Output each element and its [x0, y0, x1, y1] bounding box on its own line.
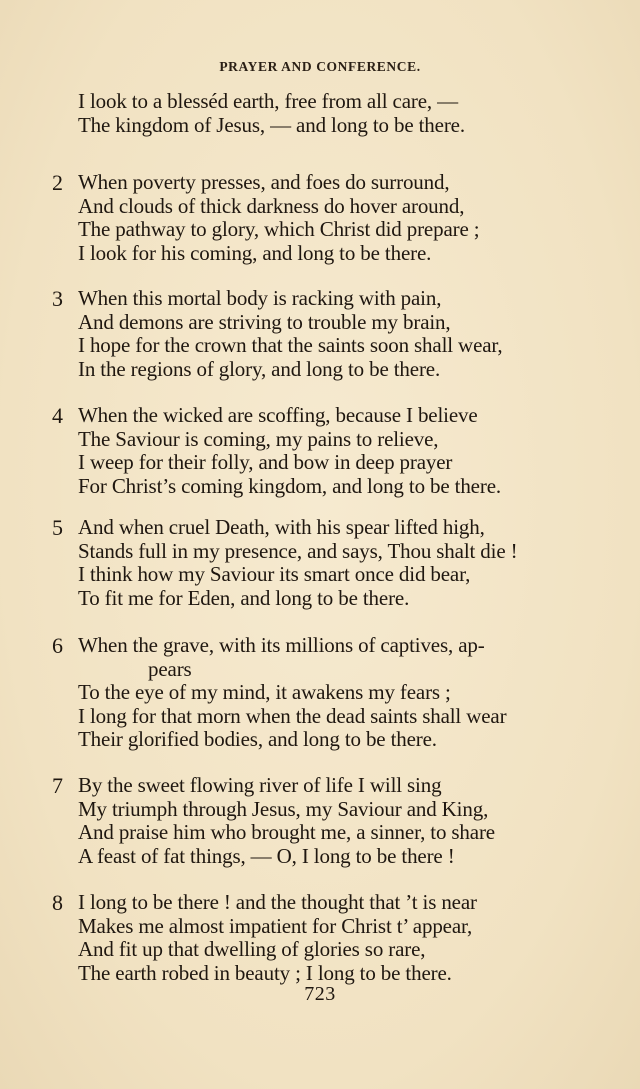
stanza-number: 6	[52, 633, 63, 658]
verse-line: And clouds of thick darkness do hover around,	[78, 193, 465, 218]
stanza-number: 2	[52, 170, 63, 195]
stanza-number: 5	[52, 515, 63, 540]
stanza-number: 7	[52, 773, 63, 798]
verse-line: I long for that morn when the dead saints shall wear	[78, 703, 507, 728]
verse-line: The Saviour is coming, my pains to relieve,	[78, 426, 439, 451]
verse-line: The pathway to glory, which Christ did prepare ;	[78, 217, 480, 242]
verse-line: A feast of fat things, — O, I long to be there !	[78, 843, 455, 868]
verse-line: And when cruel Death, with his spear lifted high,	[78, 515, 485, 539]
verse-line: To fit me for Eden, and long to be there.	[78, 585, 410, 610]
verse-line: And praise him who brought me, a sinner, to share	[78, 820, 495, 845]
verse-line: By the sweet flowing river of life I will sing	[78, 773, 442, 797]
stanza-number: 8	[52, 890, 63, 915]
verse-line: For Christ’s coming kingdom, and long to be there.	[78, 473, 501, 498]
verse-line: When this mortal body is racking with pain,	[78, 286, 442, 310]
verse-line: When poverty presses, and foes do surround,	[78, 170, 450, 194]
verse-line: Stands full in my presence, and says, Thou shalt die !	[78, 538, 518, 563]
verse-line: I look for his coming, and long to be there.	[78, 240, 432, 265]
stanza-number: 4	[52, 403, 63, 428]
verse-line-turnover: pears	[148, 656, 192, 681]
verse-line: When the wicked are scoffing, because I believe	[78, 403, 478, 427]
stanza-number: 3	[52, 286, 63, 311]
verse-line: I hope for the crown that the saints soon shall wear,	[78, 333, 503, 358]
verse-line: I weep for their folly, and bow in deep prayer	[78, 450, 453, 475]
verse-line: And demons are striving to trouble my brain,	[78, 309, 451, 334]
verse-line: And fit up that dwelling of glories so rare,	[78, 937, 426, 962]
verse-line: In the regions of glory, and long to be there.	[78, 356, 441, 381]
verse-line: Makes me almost impatient for Christ t’ appear,	[78, 913, 473, 938]
verse-line: Their glorified bodies, and long to be there.	[78, 727, 437, 752]
verse-line: The kingdom of Jesus, — and long to be there.	[78, 112, 465, 137]
verse-line: My triumph through Jesus, my Saviour and King,	[78, 796, 489, 821]
verse-line: When the grave, with its millions of captives, ap-	[78, 633, 485, 657]
verse-line: To the eye of my mind, it awakens my fears ;	[78, 680, 451, 705]
verse-line: I long to be there ! and the thought that ’t is near	[78, 890, 477, 914]
verse-line: The earth robed in beauty ; I long to be there.	[78, 960, 452, 985]
verse-line: I think how my Saviour its smart once did bear,	[78, 562, 471, 587]
verse-line: I look to a blesséd earth, free from all care, —	[78, 89, 458, 113]
page-number: 723	[304, 983, 336, 1005]
stanza-continuation	[78, 90, 608, 137]
running-head: PRAYER AND CONFERENCE.	[219, 59, 421, 74]
